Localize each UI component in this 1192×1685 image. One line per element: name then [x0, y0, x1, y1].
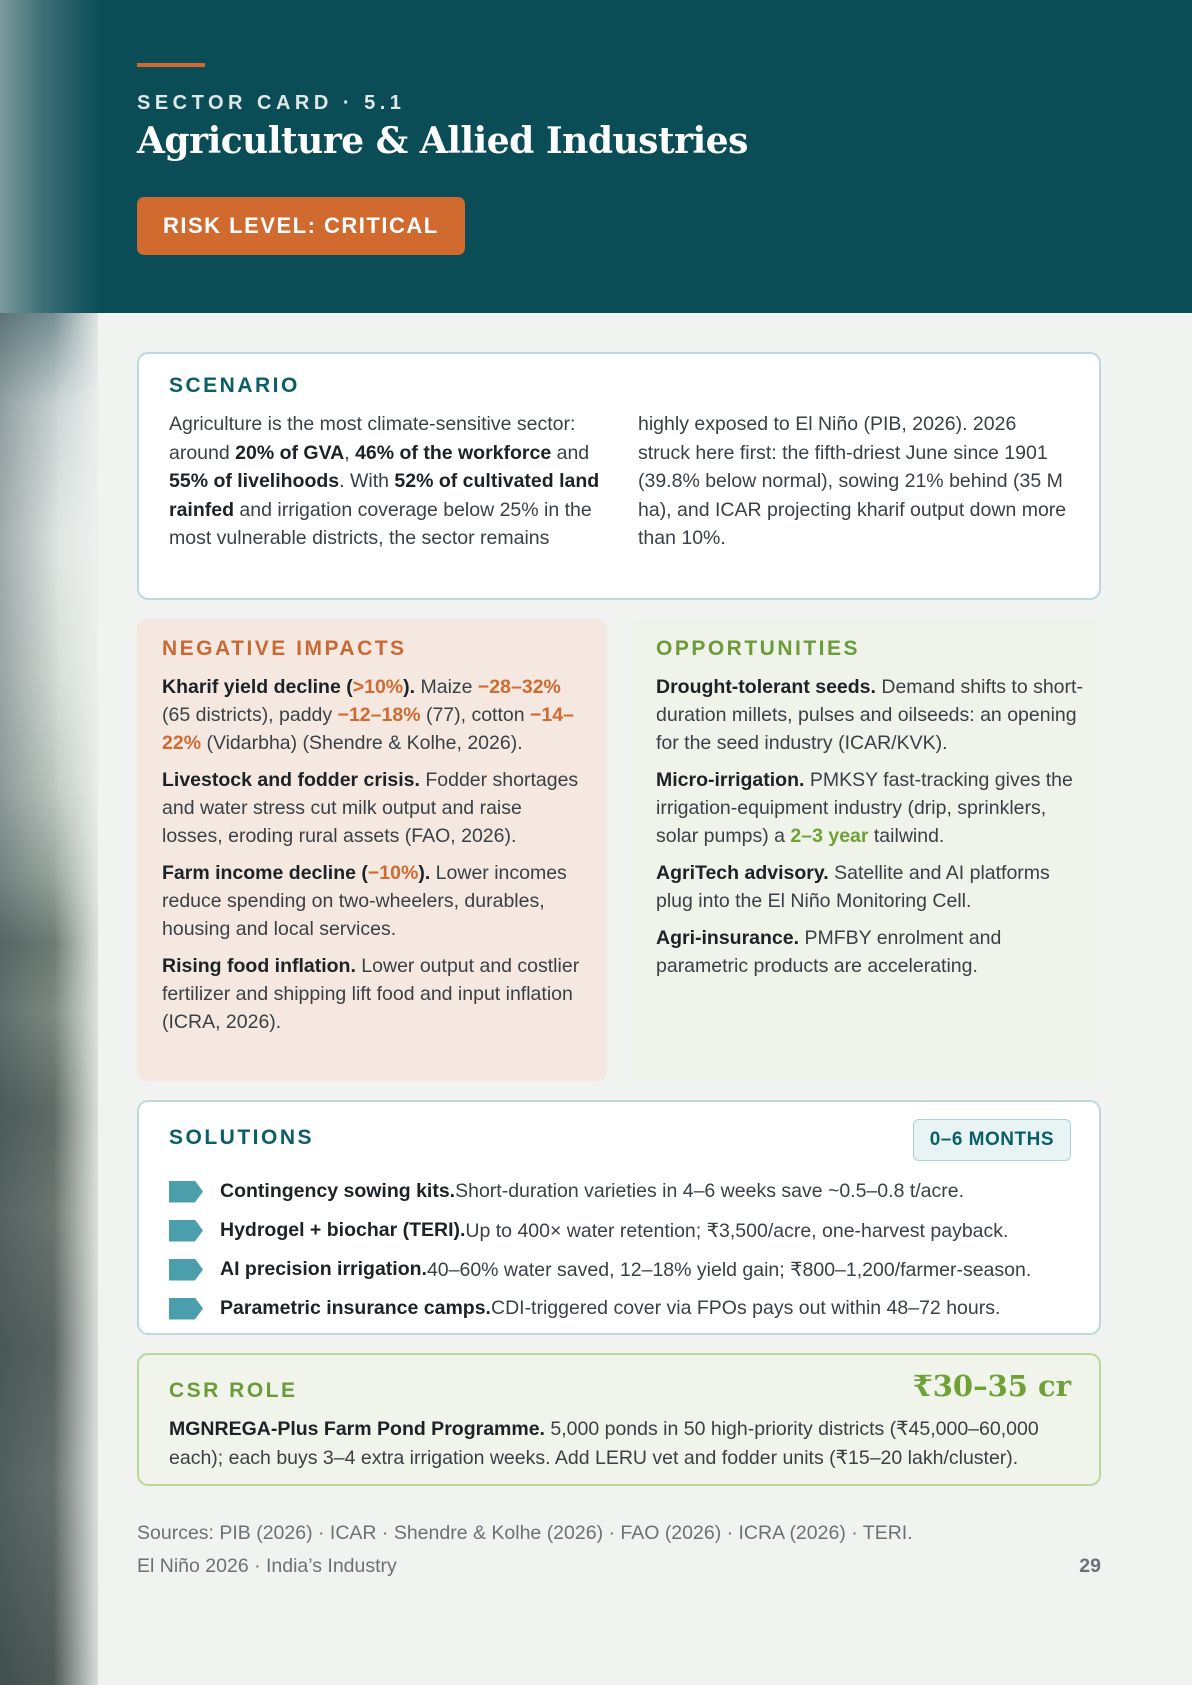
impact-text: (65 districts), paddy — [162, 704, 338, 726]
livelihoods-share: 55% of livelihoods — [169, 470, 340, 492]
negative-impacts-card — [137, 619, 607, 1081]
list-item — [656, 859, 1083, 915]
maize-decline: −28–32% — [477, 676, 561, 698]
impact-title: ). — [403, 676, 416, 698]
negative-impacts-label: NEGATIVE IMPACTS — [162, 637, 407, 660]
cotton-decline: −14–22% — [162, 704, 574, 754]
timeframe-badge: 0–6 MONTHS — [913, 1119, 1071, 1161]
impact-text: Fodder shortages and water stress cut milk output and raise losses, eroding rural assets (FAO, 2026). — [162, 769, 579, 847]
solution-text: Up to 400× water retention; ₹3,500/acre, one-harvest payback. — [465, 1219, 1009, 1242]
opportunity-title: Agri-insurance. — [656, 927, 800, 949]
workforce-share: 46% of the workforce — [355, 441, 552, 464]
scenario-text — [169, 410, 1071, 553]
negative-impacts-list — [162, 673, 587, 1036]
scenario-card — [137, 352, 1101, 600]
impact-text: (Vidarbha) (Shendre & Kolhe, 2026). — [201, 732, 523, 754]
sector-card-eyebrow: SECTOR CARD · 5.1 — [137, 92, 406, 114]
impact-text: Lower output and costlier fertilizer and shipping lift food and input inflation (ICRA, 2026). — [162, 955, 580, 1033]
solution-text: CDI-triggered cover via FPOs pays out within 48–72 hours. — [490, 1297, 1001, 1319]
csr-description — [169, 1415, 1071, 1473]
csr-budget-amount: ₹30–35 cr — [912, 1369, 1071, 1403]
solution-text: 40–60% water saved, 12–18% yield gain; ₹800–1,200/farmer-season. — [426, 1258, 1032, 1281]
opportunities-label: OPPORTUNITIES — [656, 637, 861, 660]
opportunity-title: AgriTech advisory. — [656, 862, 829, 884]
list-item — [656, 766, 1083, 850]
csr-role-label: CSR ROLE — [169, 1379, 298, 1402]
arrow-bullet-icon — [169, 1181, 203, 1203]
csr-programme-title: MGNREGA-Plus Farm Pond Programme. — [169, 1418, 545, 1440]
list-item — [162, 673, 587, 757]
scenario-text-part: and irrigation coverage below 25% in the most vulnerable districts, the sector remains highly exposed to El Niño (PIB, 2026). 2026 struck here first: the fifth-driest June since 1901 (39.8% below normal), sowing 21% behind (35 M ha), and ICAR projecting kharif output down more than 10%. — [169, 413, 1067, 549]
opportunity-highlight: 2–3 year — [790, 825, 869, 847]
impact-title: Kharif yield decline ( — [162, 676, 353, 698]
solution-title: Parametric insurance camps. — [220, 1297, 491, 1319]
opportunity-text: PMFBY enrolment and parametric products are accelerating. — [656, 927, 1002, 977]
impact-title: ). — [418, 862, 431, 884]
arrow-bullet-icon — [169, 1220, 203, 1242]
solution-text: Short-duration varieties in 4–6 weeks save ~0.5–0.8 t/acre. — [455, 1180, 965, 1202]
header-accent-line — [137, 63, 205, 67]
opportunity-text: Satellite and AI platforms plug into the El Niño Monitoring Cell. — [656, 862, 1050, 912]
rainfed-share: 52% of cultivated land rainfed — [169, 470, 600, 521]
impact-text: Lower incomes reduce spending on two-wheelers, durables, housing and local services. — [162, 862, 567, 940]
opportunity-text: PMKSY fast-tracking gives the irrigation-equipment industry (drip, sprinklers, solar pumps) a — [656, 769, 1073, 847]
solution-title: Hydrogel + biochar (TERI). — [220, 1219, 466, 1241]
list-item — [169, 1172, 1071, 1211]
impact-title: Rising food inflation. — [162, 955, 356, 977]
scenario-text-part: Agriculture is the most climate-sensitive sector: around — [169, 413, 576, 464]
solutions-list — [169, 1172, 1071, 1328]
risk-level-badge: RISK LEVEL: CRITICAL — [137, 197, 465, 255]
opportunity-text: tailwind. — [868, 825, 945, 847]
sources-note: Sources: PIB (2026) · ICAR · Shendre & Kolhe (2026) · FAO (2026) · ICRA (2026) · TERI. — [137, 1522, 913, 1544]
impact-text: (77), cotton — [420, 704, 530, 726]
page-title: Agriculture & Allied Industries — [137, 120, 748, 162]
publication-footer: El Niño 2026 · India’s Industry — [137, 1555, 397, 1577]
page-number: 29 — [1079, 1555, 1101, 1577]
solution-title: AI precision irrigation. — [220, 1258, 427, 1280]
csr-programme-text: 5,000 ponds in 50 high-priority districts (₹45,000–60,000 each); each buys 3–4 extra irrigation weeks. Add LERU vet and fodder units (₹15–20 lakh/cluster). — [169, 1418, 1039, 1469]
list-item — [169, 1289, 1071, 1328]
opportunity-title: Micro-irrigation. — [656, 769, 805, 791]
scenario-label: SCENARIO — [169, 374, 300, 397]
gva-share: 20% of GVA — [235, 441, 345, 464]
opportunities-list — [656, 673, 1083, 980]
list-item — [656, 673, 1083, 757]
list-item — [656, 924, 1083, 980]
impact-title: Farm income decline ( — [162, 862, 368, 884]
page-header — [0, 0, 1192, 313]
arrow-bullet-icon — [169, 1298, 203, 1320]
impact-title: Livestock and fodder crisis. — [162, 769, 420, 791]
list-item — [162, 766, 587, 850]
impact-highlight: >10% — [352, 676, 404, 698]
opportunity-text: Demand shifts to short-duration millets, pulses and oilseeds: an opening for the seed industry (ICAR/KVK). — [656, 676, 1083, 754]
header-photo-fade — [0, 0, 98, 313]
scenario-text-part: . With — [339, 470, 395, 492]
arrow-bullet-icon — [169, 1259, 203, 1281]
solutions-label: SOLUTIONS — [169, 1126, 315, 1149]
impact-text: Maize — [415, 676, 478, 698]
opportunities-card — [632, 619, 1101, 1081]
impact-highlight: −10% — [367, 862, 419, 884]
list-item — [169, 1250, 1071, 1289]
scenario-text-part: and — [551, 441, 590, 464]
paddy-decline: −12–18% — [337, 704, 421, 726]
solutions-card — [137, 1100, 1101, 1335]
csr-role-card — [137, 1353, 1101, 1486]
opportunity-title: Drought-tolerant seeds. — [656, 676, 876, 698]
list-item — [162, 859, 587, 943]
list-item — [162, 952, 587, 1036]
list-item — [169, 1211, 1071, 1250]
scenario-text-part: , — [344, 441, 356, 464]
solution-title: Contingency sowing kits. — [220, 1180, 456, 1202]
